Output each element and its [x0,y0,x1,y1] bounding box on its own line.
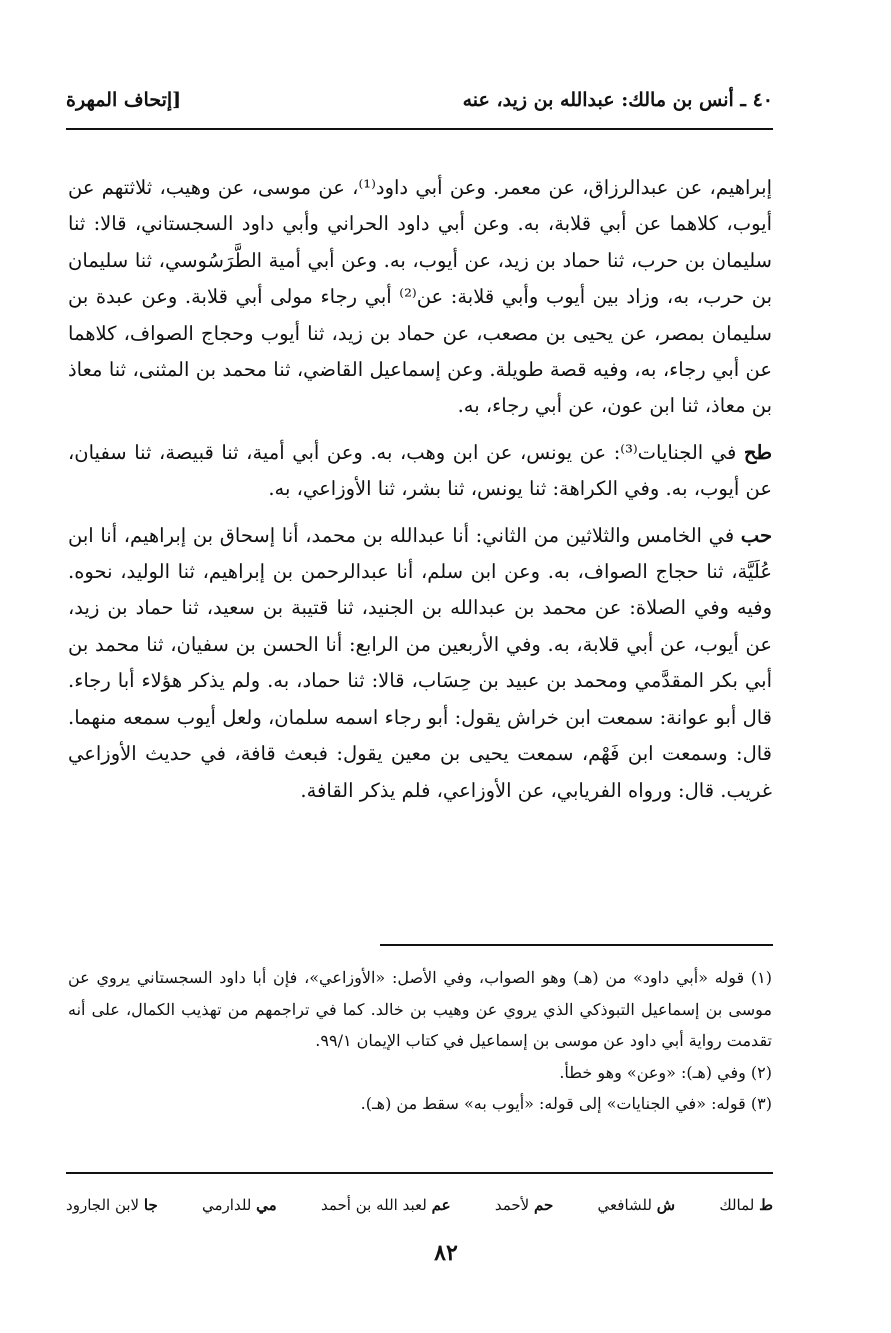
legend-item: مي للدارمي [202,1196,277,1214]
legend-item: حم لأحمد [494,1196,554,1214]
footnotes [68,962,772,1120]
paragraph-3-text: في الخامس والثلاثين من الثاني: أنا عبدالله بن محمد، أنا إسحاق بن إبراهيم، أنا ابن عُلَيَّة، ثنا حجاج الصواف، به. وعن ابن سلم، أنا عبدالرحمن بن إبراهيم، ثنا الوليد، نحوه. وفيه وفي الصلاة: عن محمد بن عبدالله بن الجنيد، ثنا قتيبة بن سعيد، ثنا حماد بن زيد، عن أيوب، عن أبي قلابة، به. وفي الأربعين من الرابع: أنا الحسن بن سفيان، ثنا محمد بن أبي بكر المقدَّمي ومحمد بن عبيد بن حِسَاب، قالا: ثنا حماد، به. ولم يذكر هؤلاء أبا رجاء. قال أبو عوانة: سمعت ابن خراش يقول: أبو رجاء اسمه سلمان، ولعل أيوب سمعه منهما. قال: وسمعت ابن فَهْم، سمعت يحيى بن معين يقول: فبعث قافة، في حديث الأوزاعي غريب. قال: ورواه الفريابي، عن الأوزاعي، فلم يذكر القافة. [68,523,772,802]
footnote-2: (٢) وفي (هـ): «وعن» وهو خطأ. [559,1062,772,1082]
footnote-1: (١) قوله «أبي داود» من (هـ) وهو الصواب، وفي الأصل: «الأوزاعي»، فإن أبا داود السجستاني يروي عن موسى بن إسماعيل التبوذكي الذي يروي عن وهيب بن خالد. كما في تراجمهم من تهذيب الكمال، على أنه تقدمت رواية أبي داود عن موسى بن إسماعيل في كتاب الإيمان ٩٩/١. [68,968,772,1050]
header-book-title: [إتحاف المهرة [66,89,182,111]
paragraph-2 [68,435,772,508]
running-header [66,82,773,118]
main-text [68,170,772,809]
page-number: ٨٢ [434,1240,458,1266]
legend-rule [66,1172,773,1174]
paragraph-3 [68,518,772,809]
paragraph-1: إبراهيم، عن عبدالرزاق، عن معمر. وعن أبي داود⁽¹⁾، عن موسى، عن وهيب، ثلاثتهم عن أيوب، كلاهما عن أبي قلابة، به. وعن أبي داود الحراني وأبي داود السجستاني، قالا: ثنا سليمان بن حرب، ثنا حماد بن زيد، عن أيوب، به. وعن أبي أمية الطَّرَسُوسي، ثنا سليمان بن حرب، به، وزاد بين أيوب وأبي قلابة: عن⁽²⁾ أبي رجاء مولى أبي قلابة. وعن عبدة بن سليمان بمصر، عن يحيى بن مصعب، عن حماد بن زيد، ثنا أيوب وحجاج الصواف، كلاهما عن أبي رجاء، به، وفيه قصة طويلة. وعن إسماعيل القاضي، ثنا محمد بن المثنى، ثنا معاذ بن معاذ، ثنا ابن عون، عن أبي رجاء، به. [68,176,773,418]
footnote-separator [380,944,773,946]
footnote-3: (٣) قوله: «في الجنايات» إلى قوله: «أيوب به» سقط من (هـ). [360,1094,772,1113]
legend-item: ش للشافعي [597,1196,676,1214]
legend-item: جا لابن الجارود [66,1196,158,1214]
header-rule [66,128,773,130]
abbreviation-legend [66,1190,773,1220]
paragraph-2-siglum: طح [743,440,772,464]
legend-item: ط لمالك [719,1196,773,1214]
legend-item: عم لعبد الله بن أحمد [320,1196,451,1214]
paragraph-2-text: في الجنايات⁽³⁾: عن يونس، عن ابن وهب، به. وعن أبي أمية، ثنا قبيصة، ثنا سفيان، عن أيوب، به. وفي الكراهة: ثنا يونس، ثنا بشر، ثنا الأوزاعي، به. [68,440,772,501]
paragraph-3-siglum: حب [740,523,772,547]
header-title: ٤٠ ـ أنس بن مالك: عبدالله بن زيد، عنه [462,89,773,111]
